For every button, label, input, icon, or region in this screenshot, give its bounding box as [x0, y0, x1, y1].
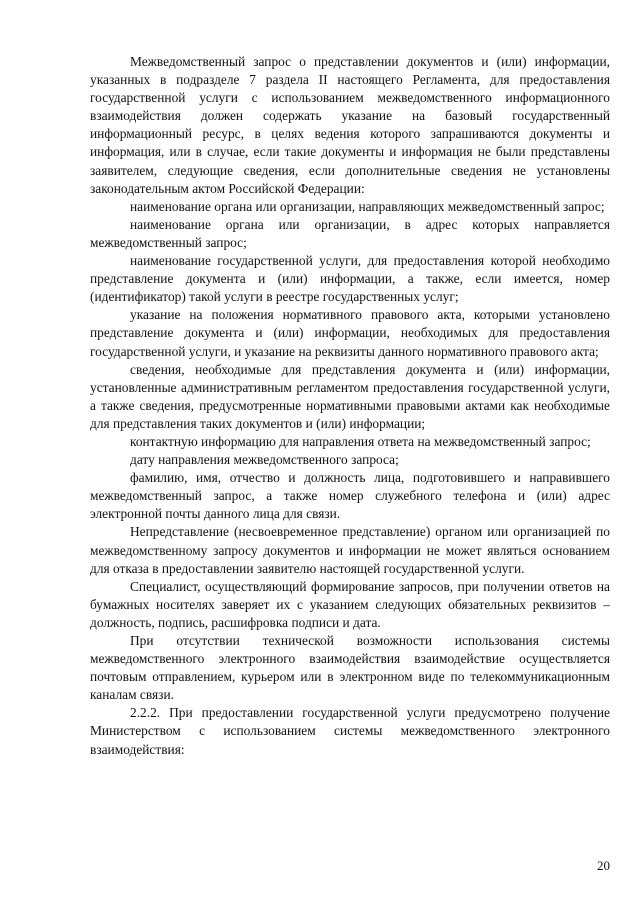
paragraph-addressee-body-name: наименование органа или организации, в адрес которых направляется межведомственный запрос; [90, 216, 610, 250]
paragraph-non-submission: Непредставление (несвоевременное представление) органом или организацией по межведомственному запросу документов и информации не может являться основанием для отказа в предоставлении заявителю настоящей государственной услуги. [90, 524, 610, 576]
paragraph-section-2-2-2: 2.2.2. При предоставлении государственной услуги предусмотрено получение Министерством с использованием системы межведомственного электронного взаимодействия: [90, 705, 610, 757]
paragraph-required-information: сведения, необходимые для представления документа и (или) информации, установленные административным регламентом предоставления государственной услуги, а также сведения, предусмотренные нормативными правовыми актами как необходимые для представления таких документов и (или) информации; [90, 361, 610, 431]
paragraph-requesting-body-name: наименование органа или организации, направляющих межведомственный запрос; [130, 198, 605, 214]
paragraph-service-name: наименование государственной услуги, для предоставления которой необходимо представление документа и (или) информации, а также, если имеется, номер (идентификатор) такой услуги в реестре государственных услуг; [90, 253, 610, 305]
paragraph-request-date: дату направления межведомственного запроса; [130, 452, 399, 468]
paragraph-paper-responses: Специалист, осуществляющий формирование запросов, при получении ответов на бумажных носителях заверяет их с указанием следующих обязательных реквизитов – должность, подпись, расшифровка подписи и дата. [90, 578, 610, 630]
page-number: 20 [597, 858, 610, 873]
document-body [90, 53, 610, 759]
paragraph-no-technical-capability: При отсутствии технической возможности использования системы межведомственного электронного взаимодействия взаимодействие осуществляется почтовым отправлением, курьером или в электронном виде по телекоммуникационным каналам связи. [90, 633, 610, 703]
paragraph-request-contents: Межведомственный запрос о представлении документов и (или) информации, указанных в подразделе 7 раздела II настоящего Регламента, для предоставления государственной услуги с использованием межведомственного информационного взаимодействия должен содержать указание на базовый государственный информационный ресурс, в целях ведения которого запрашиваются документы и информация, или в случае, если такие документы и информация не были представлены заявителем, следующие сведения, если дополнительные сведения не установлены законодательным актом Российской Федерации: [90, 54, 610, 196]
paragraph-responsible-person: фамилию, имя, отчество и должность лица, подготовившего и направившего межведомственный запрос, а также номер служебного телефона и (или) адрес электронной почты данного лица для связи. [90, 470, 610, 522]
paragraph-contact-information: контактную информацию для направления ответа на межведомственный запрос; [130, 433, 591, 449]
paragraph-legal-act-reference: указание на положения нормативного правового акта, которыми установлено представление документа и (или) информации, необходимых для предоставления государственной услуги, и указание на реквизиты данного нормативного правового акта; [90, 307, 610, 359]
